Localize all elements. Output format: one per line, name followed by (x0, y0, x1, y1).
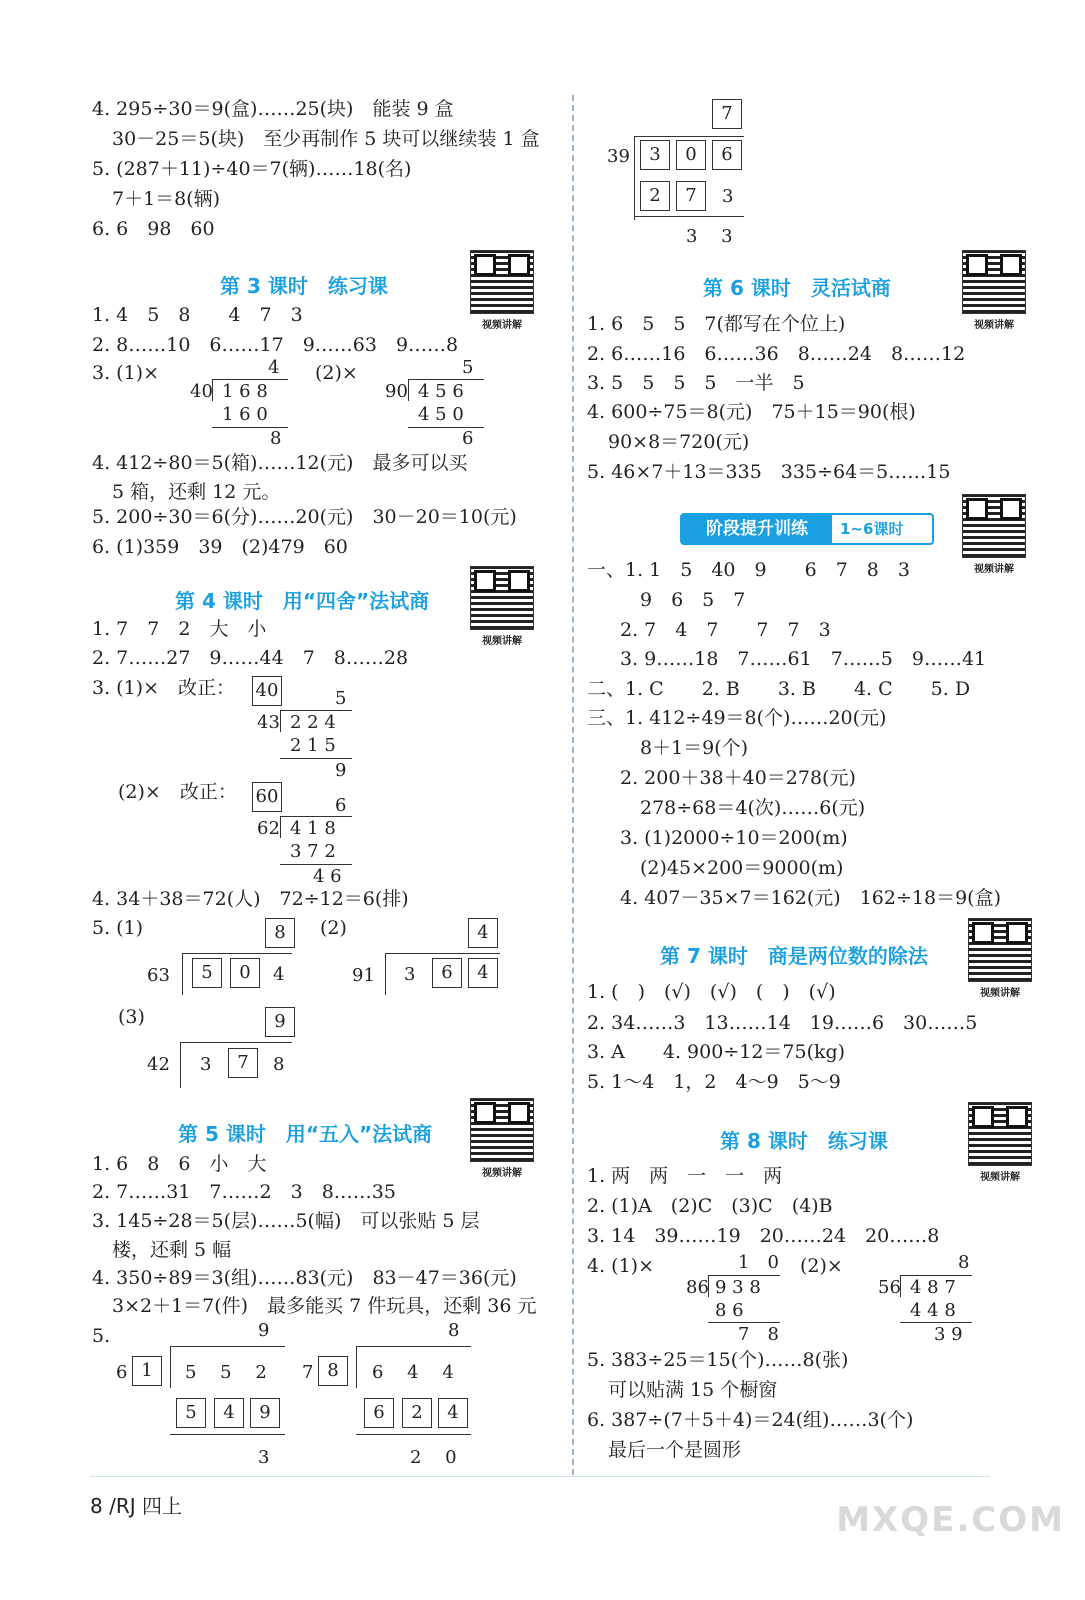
divisor: 42 (147, 1054, 170, 1075)
answer-line: 6. (1)359 39 (2)479 60 (92, 536, 348, 558)
answer-line: 2. 8……10 6……17 9……63 9……8 (92, 334, 459, 356)
dividend: 9 3 8 (715, 1277, 761, 1298)
dividend-box: 4 (468, 958, 498, 988)
division-bar (212, 379, 288, 380)
lesson-heading: 第 4 课时 用“四舍”法试商 (175, 589, 430, 613)
qr-code[interactable] (962, 250, 1026, 331)
qr-code[interactable] (968, 918, 1032, 999)
answer-line: 1. 6 5 5 7(都写在个位上) (587, 313, 846, 335)
division-bracket (634, 136, 635, 220)
answer-line: 可以贴满 15 个橱窗 (608, 1379, 778, 1401)
divisor: 39 (607, 146, 630, 167)
product-digit: 3 (722, 186, 734, 207)
dividend-box: 6 (432, 958, 462, 988)
answer-line: 2. 200＋38＋40＝278(元) (620, 767, 856, 789)
quotient: 6 (335, 795, 347, 816)
answer-line: 3. 9……18 7……61 7……5 9……41 (620, 648, 987, 670)
answer-line: (3) (118, 1006, 145, 1028)
division-bar (280, 710, 352, 711)
qr-icon (470, 1098, 534, 1162)
division-line (280, 758, 352, 759)
division-bracket (180, 1042, 181, 1088)
remainder: 4 6 (313, 866, 342, 887)
answer-line: (2)× (315, 362, 358, 384)
product: 3 7 2 (290, 841, 336, 862)
product-box: 5 (176, 1398, 206, 1428)
answer-line: 2. 7 4 7 7 7 3 (620, 619, 831, 641)
banner-title: 阶段提升训练 (682, 515, 832, 543)
qr-code[interactable] (962, 494, 1026, 575)
answer-line: 1. 7 7 2 大 小 (92, 618, 267, 640)
product: 1 6 0 (222, 404, 268, 425)
product: 8 6 (715, 1300, 744, 1321)
division-bar (356, 1346, 471, 1347)
answer-line: 2. 6……16 6……36 8……24 8……12 (587, 343, 966, 365)
answer-line: 5. 200÷30＝6(分)……20(元) 30－20＝10(元) (92, 506, 517, 528)
division-line (280, 864, 352, 865)
quotient: 9 (258, 1320, 270, 1341)
dividend-digit: 3 (404, 964, 416, 985)
answer-line: 1. 两 两 一 一 两 (587, 1165, 783, 1187)
answer-line: 1. ( ) (√) (√) ( ) (√) (587, 981, 836, 1003)
answer-line: 4. (1)× (587, 1255, 655, 1277)
lesson-heading: 第 5 课时 用“五入”法试商 (178, 1122, 433, 1146)
answer-line: 4. 600÷75＝8(元) 75＋15＝90(根) (587, 401, 916, 423)
remainder: 3 3 (686, 226, 733, 247)
division-line (170, 1434, 285, 1435)
answer-line: (2) (320, 917, 347, 939)
division-line (634, 216, 744, 217)
divisor-box: 8 (318, 1356, 348, 1386)
dividend-digit: 3 (200, 1054, 212, 1075)
divisor-digit: 7 (302, 1362, 314, 1383)
product-box: 4 (438, 1398, 468, 1428)
dividend-box: 7 (228, 1048, 258, 1078)
dividend-box: 3 (640, 140, 670, 170)
answer-line: 1. 6 8 6 小 大 (92, 1153, 267, 1175)
answer-line: 278÷68＝4(次)……6(元) (640, 797, 866, 819)
qr-icon (470, 250, 534, 314)
quotient-box: 9 (265, 1007, 295, 1037)
answer-line: 5. (287＋11)÷40＝7(辆)……18(名) (92, 158, 412, 180)
answer-line: 3. (1)× 改正： (92, 677, 236, 699)
qr-code[interactable] (470, 250, 534, 331)
division-line (708, 1322, 780, 1323)
correction-box: 60 (252, 782, 282, 812)
column-divider (572, 95, 574, 1475)
qr-code[interactable] (968, 1102, 1032, 1183)
answer-line: 5. 1～4 1，2 4～9 5～9 (587, 1071, 841, 1093)
quotient-box: 7 (712, 99, 742, 129)
division-bar (900, 1275, 972, 1276)
answer-line: 6. 6 98 60 (92, 218, 215, 240)
qr-icon (968, 1102, 1032, 1166)
answer-line: 3. 5 5 5 5 一半 5 (587, 372, 805, 394)
remainder: 2 0 (410, 1447, 457, 1468)
division-bar (280, 816, 352, 817)
dividend: 4 1 8 (290, 818, 336, 839)
stage-training-banner (680, 513, 934, 545)
answer-line: 3. (1)× (92, 362, 160, 384)
answer-line: 3. (1)2000÷10＝200(m) (620, 827, 848, 849)
qr-caption: 视频讲解 (974, 320, 1014, 331)
division-bar (708, 1275, 780, 1276)
qr-icon (968, 918, 1032, 982)
dividend: 2 2 4 (290, 712, 336, 733)
lesson-heading: 第 6 课时 灵活试商 (703, 276, 891, 300)
divisor: 43 (257, 712, 280, 733)
qr-icon (470, 566, 534, 630)
quotient-box: 8 (265, 918, 295, 948)
division-bar (385, 953, 500, 954)
dividend: 5 5 2 (185, 1362, 267, 1383)
correction-box: 40 (252, 676, 282, 706)
remainder: 7 8 (738, 1324, 779, 1345)
division-line (900, 1322, 972, 1323)
answer-line: (2)× (800, 1255, 843, 1277)
remainder: 9 (335, 760, 347, 781)
answer-line: 30－25＝5(块) 至少再制作 5 块可以继续装 1 盒 (112, 128, 540, 150)
product-box: 6 (364, 1398, 394, 1428)
division-bracket (182, 953, 183, 995)
division-bracket (212, 379, 213, 401)
answer-line: 5 箱，还剩 12 元。 (112, 481, 281, 503)
division-bar (182, 953, 292, 954)
product: 4 4 8 (910, 1300, 956, 1321)
product-box: 2 (402, 1398, 432, 1428)
product: 2 1 5 (290, 735, 336, 756)
quotient: 5 (462, 357, 474, 378)
answer-line: 5. (92, 1325, 111, 1347)
lesson-heading: 第 7 课时 商是两位数的除法 (660, 944, 928, 968)
answer-line: 2. 7……31 7……2 3 8……35 (92, 1181, 396, 1203)
divisor: 62 (257, 818, 280, 839)
answer-line: 4. 34＋38＝72(人) 72÷12＝6(排) (92, 888, 409, 910)
division-bar (408, 379, 484, 380)
answer-line: 4. 412÷80＝5(箱)……12(元) 最多可以买 (92, 452, 468, 474)
qr-caption: 视频讲解 (974, 564, 1014, 575)
divisor: 56 (878, 1277, 901, 1298)
quotient: 4 (268, 357, 280, 378)
answer-line: 4. 350÷89＝3(组)……83(元) 83－47＝36(元) (92, 1267, 517, 1289)
answer-line: 1. 4 5 8 4 7 3 (92, 304, 303, 326)
dividend-box: 6 (712, 140, 742, 170)
answer-line: 最后一个是圆形 (608, 1439, 742, 1461)
answer-line: 2. (1)A (2)C (3)C (4)B (587, 1195, 833, 1217)
divisor: 90 (385, 381, 408, 402)
answer-line: 3. 14 39……19 20……24 20……8 (587, 1225, 940, 1247)
dividend: 1 6 8 (222, 381, 268, 402)
dividend: 4 5 6 (418, 381, 464, 402)
page-footer: 8 /RJ 四上 (90, 1494, 182, 1518)
division-bracket (408, 379, 409, 401)
quotient: 5 (335, 688, 347, 709)
divisor: 63 (147, 965, 170, 986)
answer-line: 三、1. 412÷49＝8(个)……20(元) (587, 707, 887, 729)
division-bracket (170, 1346, 171, 1388)
dividend: 4 8 7 (910, 1277, 956, 1298)
footer-rule (90, 1476, 990, 1477)
answer-line: 3×2＋1＝7(件) 最多能买 7 件玩具，还剩 36 元 (112, 1295, 537, 1317)
dividend: 6 4 4 (372, 1362, 454, 1383)
answer-line: 3. 145÷28＝5(层)……5(幅) 可以张贴 5 层 (92, 1210, 480, 1232)
lesson-heading: 第 3 课时 练习课 (220, 274, 388, 298)
dividend-digit: 4 (273, 964, 285, 985)
quotient-box: 4 (468, 918, 498, 948)
answer-line: 一、1. 1 5 40 9 6 7 8 3 (587, 559, 910, 581)
quotient: 8 (958, 1252, 970, 1273)
remainder: 3 9 (934, 1324, 963, 1345)
divisor-digit: 6 (116, 1362, 128, 1383)
qr-caption: 视频讲解 (980, 988, 1020, 999)
dividend-box: 0 (676, 140, 706, 170)
remainder: 8 (270, 428, 282, 449)
answer-line: 90×8＝720(元) (608, 431, 750, 453)
answer-line: 4. 295÷30＝9(盒)……25(块) 能装 9 盒 (92, 98, 454, 120)
quotient: 1 0 (738, 1252, 779, 1273)
qr-code[interactable] (470, 1098, 534, 1179)
divisor: 86 (686, 1277, 709, 1298)
qr-caption: 视频讲解 (482, 1168, 522, 1179)
quotient: 8 (448, 1320, 460, 1341)
answer-line: 4. 407－35×7＝162(元) 162÷18＝9(盒) (620, 887, 1001, 909)
answer-line: 7＋1＝8(辆) (112, 188, 221, 210)
qr-icon (962, 250, 1026, 314)
answer-line: 2. 34……3 13……14 19……6 30……5 (587, 1012, 978, 1034)
product-box: 9 (250, 1398, 280, 1428)
answer-line: 9 6 5 7 (640, 589, 746, 611)
division-bracket (356, 1346, 357, 1388)
lesson-heading: 第 8 课时 练习课 (720, 1129, 888, 1153)
answer-line: 二、1. C 2. B 3. B 4. C 5. D (587, 678, 971, 700)
divisor-box: 1 (132, 1356, 162, 1386)
division-bracket (708, 1275, 709, 1297)
division-bracket (385, 953, 386, 995)
division-bracket (280, 710, 281, 732)
banner-range: 1~6课时 (840, 520, 904, 538)
dividend-digit: 8 (273, 1054, 285, 1075)
answer-line: 6. 387÷(7＋5＋4)＝24(组)……3(个) (587, 1409, 914, 1431)
product-box: 7 (676, 181, 706, 211)
division-bracket (900, 1275, 901, 1297)
division-bar (634, 136, 744, 137)
qr-caption: 视频讲解 (980, 1172, 1020, 1183)
answer-line: 楼，还剩 5 幅 (112, 1239, 232, 1261)
division-bracket (280, 816, 281, 838)
answer-line: 2. 7……27 9……44 7 8……28 (92, 647, 409, 669)
divisor: 40 (190, 381, 213, 402)
product-box: 2 (640, 181, 670, 211)
division-bar (180, 1042, 292, 1043)
qr-caption: 视频讲解 (482, 320, 522, 331)
divisor: 91 (352, 965, 375, 986)
qr-caption: 视频讲解 (482, 636, 522, 647)
answer-line: 8＋1＝9(个) (640, 737, 749, 759)
product-box: 4 (214, 1398, 244, 1428)
remainder: 3 (258, 1447, 270, 1468)
product: 4 5 0 (418, 404, 464, 425)
watermark: MXQE.COM (836, 1500, 1065, 1540)
division-line (356, 1434, 471, 1435)
division-bar (170, 1346, 285, 1347)
qr-code[interactable] (470, 566, 534, 647)
answer-line: 5. 46×7＋13＝335 335÷64＝5……15 (587, 461, 951, 483)
answer-line: (2)× 改正： (118, 781, 237, 803)
answer-line: (2)45×200＝9000(m) (640, 857, 844, 879)
answer-line: 5. 383÷25＝15(个)……8(张) (587, 1349, 849, 1371)
answer-line: 5. (1) (92, 917, 144, 939)
answer-line: 3. A 4. 900÷12＝75(kg) (587, 1041, 846, 1063)
dividend-box: 0 (230, 958, 260, 988)
remainder: 6 (462, 428, 474, 449)
dividend-box: 5 (192, 958, 222, 988)
qr-icon (962, 494, 1026, 558)
